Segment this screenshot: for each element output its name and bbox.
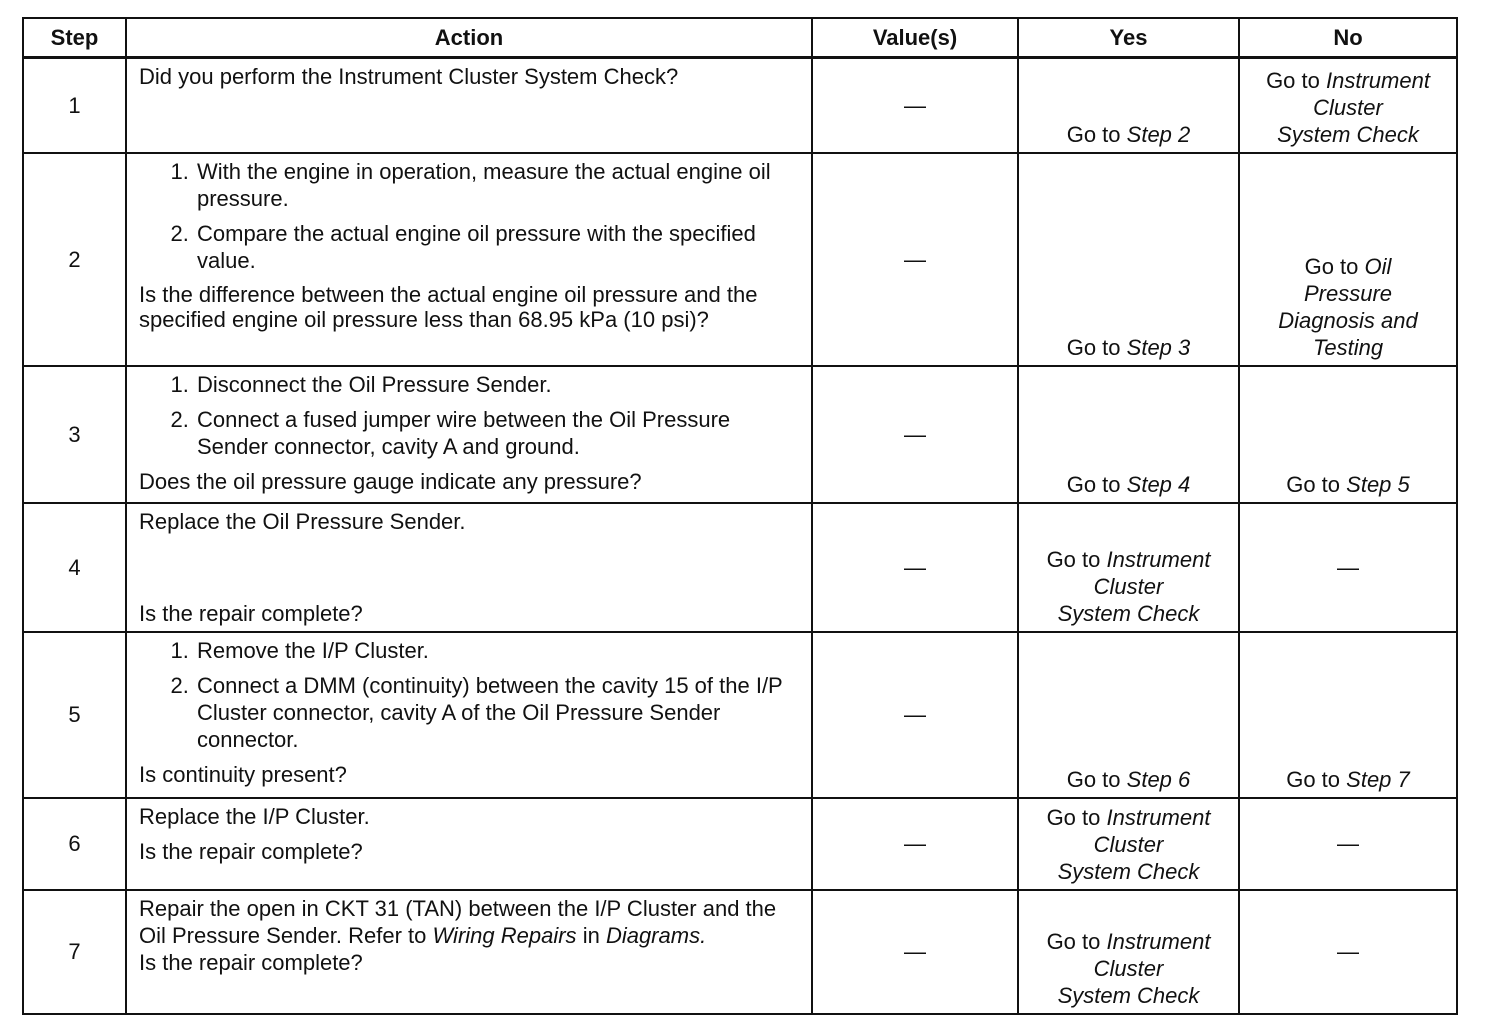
table-row bbox=[23, 366, 1457, 503]
goto-step-link[interactable]: Step 7 bbox=[1346, 766, 1410, 792]
goto-target: Oil bbox=[1364, 253, 1392, 279]
step-number: 6 bbox=[23, 798, 126, 890]
goto-target: Instrument bbox=[1106, 928, 1211, 954]
value-cell bbox=[812, 890, 1018, 1014]
goto-step-link[interactable]: Step 2 bbox=[1126, 121, 1191, 147]
goto-step-link[interactable]: Step 4 bbox=[1126, 471, 1191, 497]
table-row bbox=[23, 503, 1457, 632]
action-steps-list bbox=[139, 637, 801, 753]
action-cell bbox=[126, 366, 812, 503]
action-question: Is the repair complete? bbox=[139, 838, 363, 864]
value-cell bbox=[812, 366, 1018, 503]
goto-step-link[interactable]: Step 5 bbox=[1346, 471, 1410, 497]
action-text bbox=[139, 895, 801, 949]
step-number: 2 bbox=[23, 153, 126, 366]
step-number: 1 bbox=[23, 58, 126, 153]
list-item: 2. Connect a DMM (continuity) between the cavity 15 of the I/P Cluster connector, cavity A of the Oil Pressure Sender connector. bbox=[195, 672, 801, 753]
empty-dash: — bbox=[904, 246, 926, 272]
action-question: Is continuity present? bbox=[139, 761, 347, 787]
action-cell bbox=[126, 58, 812, 153]
no-cell bbox=[1239, 503, 1457, 632]
goto-prefix: Go to bbox=[1066, 121, 1121, 147]
empty-dash: — bbox=[1337, 554, 1359, 580]
empty-dash: — bbox=[904, 92, 926, 118]
goto-target: Instrument bbox=[1106, 546, 1211, 572]
action-question: Is the repair complete? bbox=[139, 949, 363, 975]
action-cell bbox=[126, 503, 812, 632]
table-row bbox=[23, 798, 1457, 890]
goto-prefix: Go to bbox=[1066, 334, 1121, 360]
goto-prefix: Go to bbox=[1046, 804, 1101, 830]
goto-prefix: Go to bbox=[1066, 766, 1121, 792]
diagrams-ref[interactable]: Diagrams. bbox=[605, 922, 707, 948]
goto-target: Diagnosis and bbox=[1278, 307, 1418, 333]
empty-dash: — bbox=[904, 702, 926, 727]
action-cell bbox=[126, 632, 812, 798]
list-item: 1. Disconnect the Oil Pressure Sender. bbox=[195, 371, 801, 398]
step-number: 4 bbox=[23, 503, 126, 632]
goto-step-link[interactable]: Step 3 bbox=[1126, 334, 1191, 360]
goto-target: Instrument bbox=[1326, 67, 1430, 93]
action-steps-list bbox=[139, 158, 801, 274]
goto-prefix: Go to bbox=[1286, 766, 1341, 792]
action-cell bbox=[126, 153, 812, 366]
action-question: Is the difference between the actual engine oil pressure and the specified engine oil pressure less than 68.95 kPa (10 psi)? bbox=[139, 281, 758, 332]
header-step: Step bbox=[23, 18, 126, 58]
no-cell bbox=[1239, 153, 1457, 366]
no-cell bbox=[1239, 890, 1457, 1014]
value-cell bbox=[812, 58, 1018, 153]
action-question: Does the oil pressure gauge indicate any pressure? bbox=[139, 468, 642, 494]
goto-prefix: Go to bbox=[1046, 546, 1101, 572]
value-cell bbox=[812, 798, 1018, 890]
goto-link[interactable] bbox=[1019, 804, 1238, 831]
action-cell bbox=[126, 890, 812, 1014]
list-item: 1. With the engine in operation, measure the actual engine oil pressure. bbox=[195, 158, 801, 212]
yes-cell bbox=[1018, 798, 1239, 890]
goto-target: System Check bbox=[1057, 600, 1200, 626]
goto-target: Instrument bbox=[1106, 804, 1211, 830]
yes-cell bbox=[1018, 632, 1239, 798]
list-item: 2. Connect a fused jumper wire between the Oil Pressure Sender connector, cavity A and ground. bbox=[195, 406, 801, 460]
step-number: 7 bbox=[23, 890, 126, 1014]
value-cell bbox=[812, 503, 1018, 632]
list-item: 2. Compare the actual engine oil pressure with the specified value. bbox=[195, 220, 801, 274]
yes-cell bbox=[1018, 153, 1239, 366]
goto-prefix: Go to bbox=[1066, 471, 1121, 497]
table-header-row bbox=[23, 18, 1457, 58]
header-values: Value(s) bbox=[812, 18, 1018, 58]
header-yes: Yes bbox=[1018, 18, 1239, 58]
yes-cell bbox=[1018, 890, 1239, 1014]
goto-target: Cluster bbox=[1313, 94, 1383, 120]
action-text: Did you perform the Instrument Cluster System Check? bbox=[139, 64, 679, 89]
goto-link[interactable] bbox=[1240, 67, 1456, 94]
yes-cell bbox=[1018, 503, 1239, 632]
yes-cell bbox=[1018, 366, 1239, 503]
yes-cell bbox=[1018, 58, 1239, 153]
goto-target: Cluster bbox=[1093, 573, 1164, 599]
empty-dash: — bbox=[1337, 939, 1359, 964]
action-steps-list bbox=[139, 371, 801, 460]
goto-prefix: Go to bbox=[1046, 928, 1101, 954]
action-text: Replace the Oil Pressure Sender. bbox=[139, 508, 466, 534]
goto-target: Cluster bbox=[1093, 955, 1164, 981]
goto-link[interactable] bbox=[1240, 253, 1456, 280]
goto-prefix: Go to bbox=[1266, 67, 1320, 93]
no-cell bbox=[1239, 798, 1457, 890]
empty-dash: — bbox=[904, 831, 926, 856]
value-cell bbox=[812, 632, 1018, 798]
list-item: 1. Remove the I/P Cluster. bbox=[195, 637, 801, 664]
goto-target: Pressure bbox=[1303, 280, 1393, 306]
no-cell bbox=[1239, 632, 1457, 798]
table-row bbox=[23, 632, 1457, 798]
goto-target: System Check bbox=[1277, 121, 1419, 147]
goto-link[interactable] bbox=[1019, 928, 1238, 955]
no-cell bbox=[1239, 58, 1457, 153]
goto-prefix: Go to bbox=[1286, 471, 1341, 497]
step-number: 5 bbox=[23, 632, 126, 798]
goto-prefix: Go to bbox=[1304, 253, 1359, 279]
table-row bbox=[23, 890, 1457, 1014]
wiring-repairs-ref[interactable]: Wiring Repairs bbox=[432, 922, 577, 948]
step-number: 3 bbox=[23, 366, 126, 503]
goto-link[interactable] bbox=[1019, 546, 1238, 573]
no-cell bbox=[1239, 366, 1457, 503]
goto-target: System Check bbox=[1057, 858, 1200, 884]
action-cell bbox=[126, 798, 812, 890]
goto-target: System Check bbox=[1057, 982, 1200, 1008]
action-text-main: Repair the open in CKT 31 (TAN) between the I/P Cluster and the Oil Pressure Sender. Refer to bbox=[139, 895, 777, 948]
value-cell bbox=[812, 153, 1018, 366]
empty-dash: — bbox=[904, 554, 926, 580]
goto-target: Cluster bbox=[1093, 831, 1164, 857]
goto-step-link[interactable]: Step 6 bbox=[1126, 766, 1191, 792]
empty-dash: — bbox=[1337, 831, 1359, 856]
action-text: Replace the I/P Cluster. bbox=[139, 803, 370, 829]
empty-dash: — bbox=[904, 421, 926, 447]
action-text-mid: in bbox=[582, 922, 600, 948]
goto-target: Testing bbox=[1312, 334, 1384, 360]
diagnostic-table bbox=[22, 17, 1458, 1015]
action-question: Is the repair complete? bbox=[139, 600, 363, 626]
empty-dash: — bbox=[904, 939, 926, 964]
header-no: No bbox=[1239, 18, 1457, 58]
table-row bbox=[23, 58, 1457, 153]
table-row bbox=[23, 153, 1457, 366]
header-action: Action bbox=[126, 18, 812, 58]
